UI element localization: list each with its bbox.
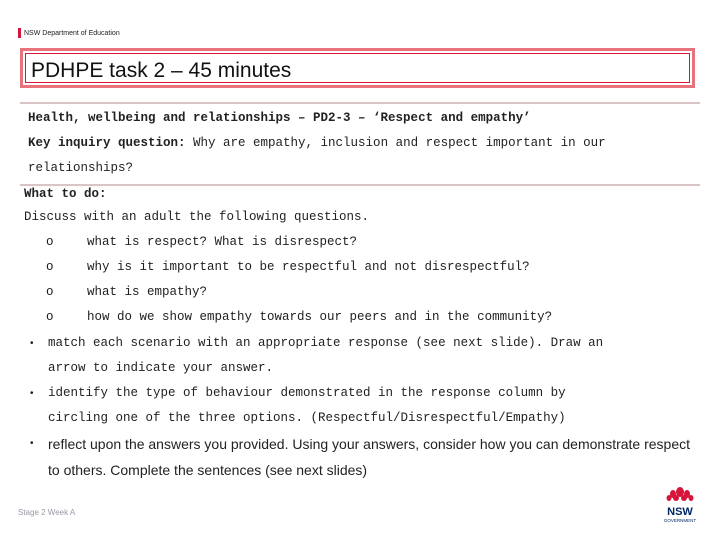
- bullet-item-line: match each scenario with an appropriate response (see next slide). Draw an: [48, 336, 604, 350]
- logo-subtext: GOVERNMENT: [663, 518, 697, 523]
- inquiry-question-text: Why are empathy, inclusion and respect important in our: [185, 136, 606, 150]
- org-name: NSW Department of Education: [24, 29, 120, 37]
- list-item: what is empathy?: [87, 285, 208, 299]
- logo-text: NSW: [667, 506, 693, 518]
- inquiry-question-continued: relationships?: [28, 161, 134, 175]
- what-to-do-heading: What to do:: [24, 187, 107, 201]
- org-accent-bar: [18, 28, 21, 38]
- list-item: why is it important to be respectful and not disrespectful?: [87, 260, 530, 274]
- bullet-item-line: circling one of the three options. (Respectful/Disrespectful/Empathy): [48, 411, 566, 425]
- page-title: PDHPE task 2 – 45 minutes: [31, 59, 292, 82]
- sub-item-marker: o: [46, 310, 54, 324]
- bullet-item-line: arrow to indicate your answer.: [48, 361, 274, 375]
- nsw-government-logo: [660, 485, 700, 525]
- bullet-marker: •: [30, 388, 34, 399]
- footer-text: Stage 2 Week A: [18, 508, 76, 517]
- sub-item-marker: o: [46, 285, 54, 299]
- bullet-item-line: to others. Complete the sentences (see next slides): [48, 462, 368, 478]
- sub-item-marker: o: [46, 235, 54, 249]
- inquiry-question-label: Key inquiry question:: [28, 136, 186, 150]
- bullet-marker: •: [30, 438, 34, 449]
- topic-heading: Health, wellbeing and relationships – PD2-3 – ‘Respect and empathy’: [28, 111, 531, 125]
- bullet-item-line: identify the type of behaviour demonstrated in the response column by: [48, 386, 566, 400]
- org-header: [18, 28, 120, 38]
- waratah-icon: [660, 485, 700, 525]
- bullet-item-line: reflect upon the answers you provided. Using your answers, consider how you can demonstrate respect: [48, 436, 691, 452]
- discuss-instruction: Discuss with an adult the following questions.: [24, 210, 370, 224]
- inquiry-question: [28, 136, 606, 150]
- bullet-marker: •: [30, 338, 34, 349]
- title-box: [20, 48, 695, 88]
- list-item: what is respect? What is disrespect?: [87, 235, 358, 249]
- sub-item-marker: o: [46, 260, 54, 274]
- list-item: how do we show empathy towards our peers and in the community?: [87, 310, 553, 324]
